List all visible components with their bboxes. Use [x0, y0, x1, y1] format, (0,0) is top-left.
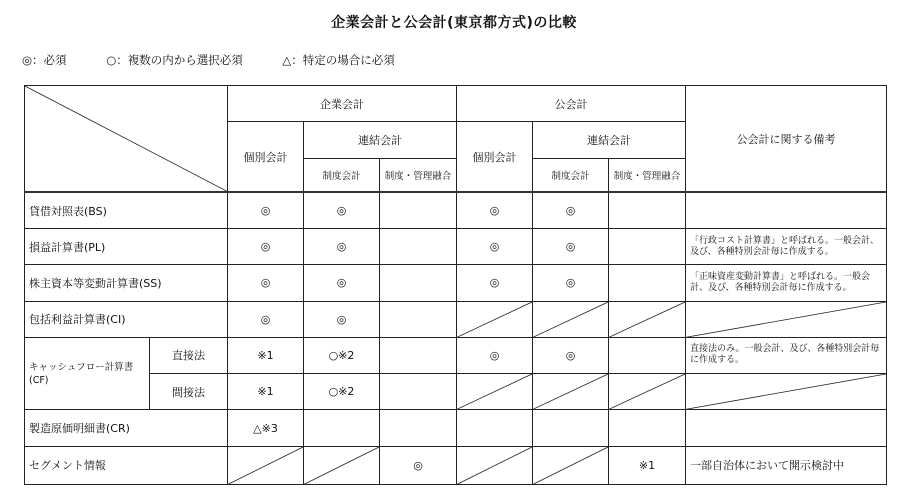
row-sublabel: 間接法	[150, 374, 228, 410]
cell	[380, 192, 457, 228]
na-cell	[533, 374, 609, 410]
cell: ※1	[228, 337, 304, 373]
cell: ◎	[533, 265, 609, 301]
cell: ◎	[304, 301, 380, 337]
na-cell	[304, 446, 380, 484]
header-corporate-mgmt: 制度・管理融合	[380, 158, 457, 192]
row-label: 株主資本等変動計算書(SS)	[25, 265, 228, 301]
na-cell	[457, 301, 533, 337]
header-corporate-individual: 個別会計	[228, 122, 304, 193]
cell	[380, 301, 457, 337]
remark-cell: 「正味資産変動計算書」と呼ばれる。一般会計、及び、各種特別会計毎に作成する。	[686, 265, 887, 301]
row-label-cf: キャッシュフロー計算書(CF)	[25, 337, 150, 410]
row-label: 貸借対照表(BS)	[25, 192, 228, 228]
na-cell	[457, 446, 533, 484]
table-row-ss	[25, 265, 887, 301]
cell: ◎	[380, 446, 457, 484]
remark-cell: 直接法のみ。一般会計、及び、各種特別会計毎に作成する。	[686, 337, 887, 373]
cell	[609, 410, 686, 446]
na-cell	[609, 374, 686, 410]
table-row-bs	[25, 192, 887, 228]
row-label: 包括利益計算書(CI)	[25, 301, 228, 337]
remark-cell	[686, 192, 887, 228]
header-public: 公会計	[457, 86, 686, 122]
row-label: セグメント情報	[25, 446, 228, 484]
na-cell	[457, 374, 533, 410]
na-cell	[228, 446, 304, 484]
cell: ◎	[228, 229, 304, 265]
cell	[457, 410, 533, 446]
cell: ◎	[533, 192, 609, 228]
legend-conditional: △：特定の場合に必須	[282, 53, 395, 67]
cell	[609, 265, 686, 301]
header-corporate-consolidated: 連結会計	[304, 122, 457, 158]
remark-cell: 「行政コスト計算書」と呼ばれる。一般会計、及び、各種特別会計毎に作成する。	[686, 229, 887, 265]
cell	[380, 374, 457, 410]
cell: ◎	[304, 229, 380, 265]
diagonal-line	[25, 86, 227, 191]
header-public-consolidated: 連結会計	[533, 122, 686, 158]
page-title: 企業会計と公会計(東京都方式)の比較	[331, 15, 577, 31]
cell: ○※2	[304, 337, 380, 373]
legend-required: ◎：必須	[22, 53, 67, 67]
table-row-cf-indirect	[25, 374, 887, 410]
header-corner-cell	[25, 86, 228, 193]
na-cell	[533, 301, 609, 337]
na-cell	[686, 301, 887, 337]
cell: ※1	[228, 374, 304, 410]
table-row-ci	[25, 301, 887, 337]
remark-cell: 一部自治体において開示検討中	[686, 446, 887, 484]
cell: ◎	[228, 301, 304, 337]
cell	[609, 229, 686, 265]
header-corporate: 企業会計	[228, 86, 457, 122]
table-row-cr	[25, 410, 887, 446]
cell: ◎	[304, 192, 380, 228]
table-row-pl	[25, 229, 887, 265]
cell	[380, 410, 457, 446]
cell	[380, 337, 457, 373]
na-cell	[533, 446, 609, 484]
header-remarks: 公会計に関する備考	[686, 86, 887, 193]
cell	[609, 337, 686, 373]
row-label: 損益計算書(PL)	[25, 229, 228, 265]
cell: ◎	[457, 265, 533, 301]
cell: ◎	[533, 229, 609, 265]
legend	[22, 52, 431, 68]
header-public-mgmt: 制度・管理融合	[609, 158, 686, 192]
na-cell	[686, 374, 887, 410]
row-label: 製造原価明細書(CR)	[25, 410, 228, 446]
cell: ○※2	[304, 374, 380, 410]
cell	[380, 265, 457, 301]
comparison-table	[24, 85, 887, 485]
cell: ◎	[228, 192, 304, 228]
cell: ※1	[609, 446, 686, 484]
header-corporate-system: 制度会計	[304, 158, 380, 192]
table-row-segment	[25, 446, 887, 484]
legend-one-of: ○：複数の内から選択必須	[106, 53, 243, 67]
cell: ◎	[457, 192, 533, 228]
cell: ◎	[457, 337, 533, 373]
cell	[533, 410, 609, 446]
cell	[304, 410, 380, 446]
header-public-individual: 個別会計	[457, 122, 533, 193]
cell	[380, 229, 457, 265]
cell: ◎	[457, 229, 533, 265]
cell: △※3	[228, 410, 304, 446]
table-row-cf-direct	[25, 337, 887, 373]
row-sublabel: 直接法	[150, 337, 228, 373]
na-cell	[609, 301, 686, 337]
cell	[609, 192, 686, 228]
cell: ◎	[533, 337, 609, 373]
cell: ◎	[304, 265, 380, 301]
cell: ◎	[228, 265, 304, 301]
remark-cell	[686, 410, 887, 446]
header-public-system: 制度会計	[533, 158, 609, 192]
